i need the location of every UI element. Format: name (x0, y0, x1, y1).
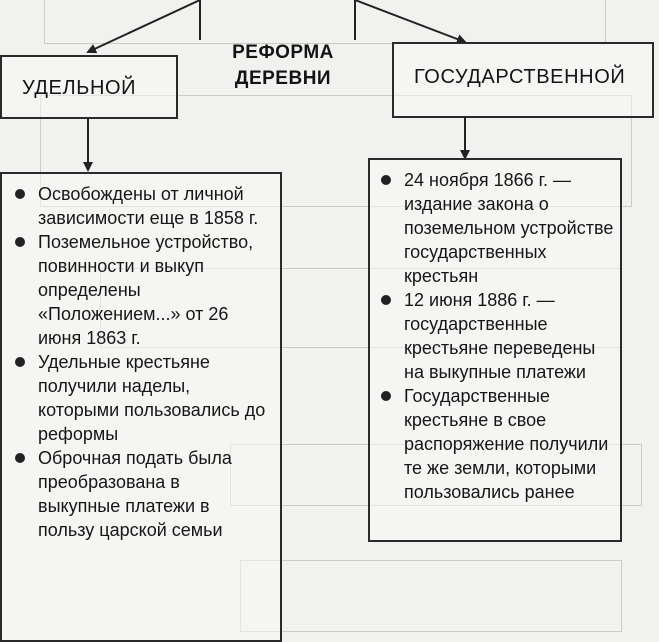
left-item-text: Оброчная подать была преобразована в выкупные платежи в пользу царской семьи (38, 448, 232, 540)
bullet-icon (381, 175, 391, 185)
right-item-text: 12 июня 1886 г. — государственные крестьяне переведены на выкупные платежи (404, 290, 596, 382)
left-list-item (8, 446, 266, 542)
title-line-1: РЕФОРМА (232, 42, 334, 63)
right-item-text: Государственные крестьяне в свое распоряжение получили те же земли, которыми пользовались ранее (404, 386, 609, 502)
bullet-icon (381, 391, 391, 401)
diagram-title (214, 40, 352, 92)
bullet-icon (381, 295, 391, 305)
title-line-2: ДЕРЕВНИ (234, 68, 332, 89)
bullet-icon (15, 189, 25, 199)
left-header-label: УДЕЛЬНОЙ (22, 77, 137, 99)
left-item-text: Поземельное устройство, повинности и выкуп определены «Положением...» от 26 июня 1863 г. (38, 232, 254, 348)
left-content-box (0, 172, 282, 642)
left-header-box (0, 55, 178, 119)
right-list (374, 168, 618, 504)
right-header-box (392, 42, 654, 118)
bullet-icon (15, 453, 25, 463)
bullet-icon (15, 357, 25, 367)
right-list-item (374, 168, 618, 288)
left-list-item (8, 350, 266, 446)
left-list-item (8, 230, 266, 350)
left-item-text: Удельные крестьяне получили наделы, которыми пользовались до реформы (38, 352, 266, 444)
right-list-item (374, 384, 618, 504)
bullet-icon (15, 237, 25, 247)
left-list (8, 182, 266, 542)
right-header-label: ГОСУДАРСТВЕННОЙ (414, 66, 626, 88)
left-item-text: Освобождены от личной зависимости еще в 1858 г. (38, 184, 259, 228)
right-list-item (374, 288, 618, 384)
right-item-text: 24 ноября 1866 г. — издание закона о поземельном устройстве государственных крестьян (404, 170, 614, 286)
right-content-box (368, 158, 622, 542)
left-list-item (8, 182, 266, 230)
